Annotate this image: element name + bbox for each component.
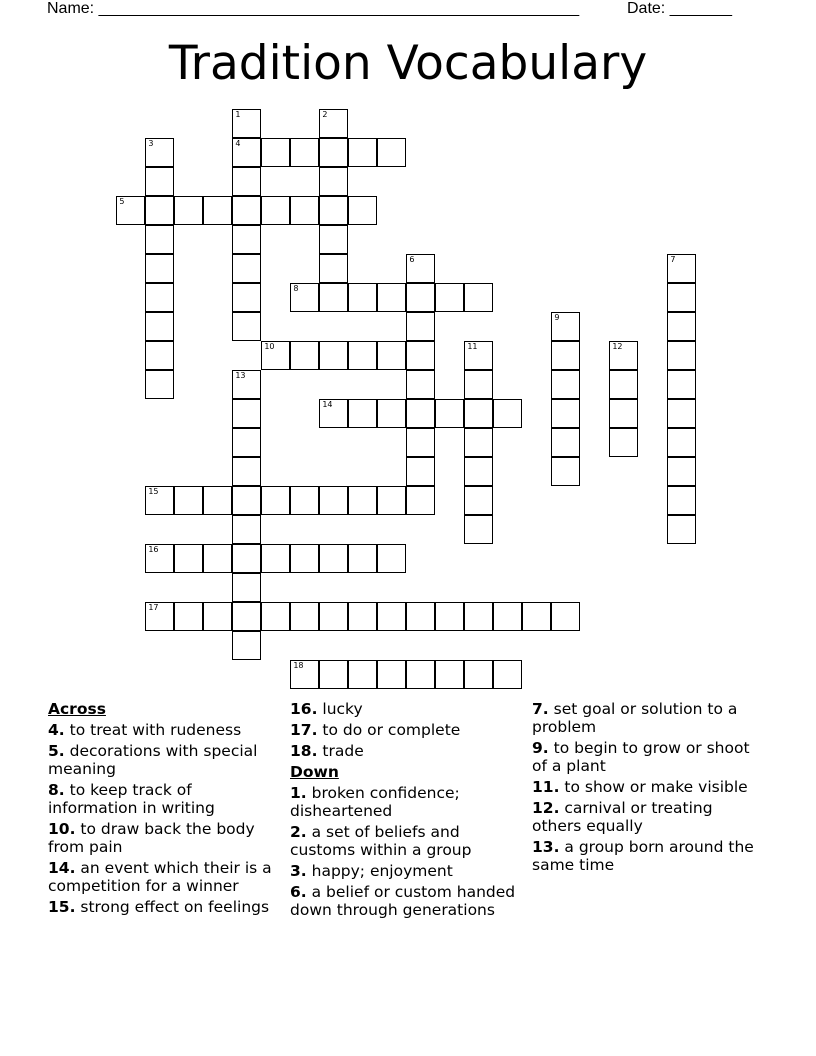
clue-text: decorations with special meaning	[48, 742, 258, 778]
grid-cell[interactable]	[551, 312, 580, 341]
grid-cell[interactable]	[232, 544, 261, 573]
grid-cell[interactable]	[406, 370, 435, 399]
grid-cell[interactable]	[145, 486, 174, 515]
clue-down-9	[532, 739, 762, 775]
grid-cell[interactable]	[145, 138, 174, 167]
clue-number: 2.	[290, 823, 307, 841]
grid-cell[interactable]	[551, 399, 580, 428]
clue-across-14	[48, 859, 278, 895]
clue-number: 7.	[532, 700, 549, 718]
grid-cell[interactable]	[232, 457, 261, 486]
clue-text: to draw back the body from pain	[48, 820, 255, 856]
grid-cell[interactable]	[406, 283, 435, 312]
grid-cell[interactable]	[377, 138, 406, 167]
grid-cell[interactable]	[319, 399, 348, 428]
grid-cell[interactable]	[377, 283, 406, 312]
grid-cell[interactable]	[493, 399, 522, 428]
grid-cell[interactable]	[609, 341, 638, 370]
grid-cell[interactable]	[551, 341, 580, 370]
page-title: Tradition Vocabulary	[168, 36, 648, 91]
clue-number-label: 10	[264, 342, 275, 352]
clue-number-label: 5	[119, 197, 125, 207]
grid-cell[interactable]	[203, 544, 232, 573]
clue-down-13	[532, 838, 762, 874]
grid-cell[interactable]	[319, 167, 348, 196]
grid-cell[interactable]	[174, 486, 203, 515]
clue-number: 3.	[290, 862, 307, 880]
grid-cell[interactable]	[406, 602, 435, 631]
grid-cell[interactable]	[203, 196, 232, 225]
clue-across-15	[48, 898, 278, 916]
grid-cell[interactable]	[232, 515, 261, 544]
clue-text: to do or complete	[322, 721, 461, 739]
grid-cell[interactable]	[667, 341, 696, 370]
clue-number: 16.	[290, 700, 318, 718]
clue-number-label: 8	[293, 284, 299, 294]
grid-cell[interactable]	[435, 399, 464, 428]
grid-cell[interactable]	[232, 428, 261, 457]
grid-cell[interactable]	[290, 486, 319, 515]
clue-text: strong effect on feelings	[80, 898, 270, 916]
grid-cell[interactable]	[145, 312, 174, 341]
down-heading: Down	[290, 763, 339, 781]
grid-cell[interactable]	[116, 196, 145, 225]
clue-number: 8.	[48, 781, 65, 799]
grid-cell[interactable]	[145, 341, 174, 370]
clue-number: 5.	[48, 742, 65, 760]
grid-cell[interactable]	[348, 341, 377, 370]
grid-cell[interactable]	[667, 312, 696, 341]
grid-cell[interactable]	[464, 370, 493, 399]
grid-cell[interactable]	[232, 225, 261, 254]
grid-cell[interactable]	[348, 486, 377, 515]
grid-cell[interactable]	[609, 428, 638, 457]
grid-cell[interactable]	[232, 167, 261, 196]
grid-cell[interactable]	[377, 602, 406, 631]
grid-cell[interactable]	[232, 283, 261, 312]
grid-cell[interactable]	[348, 138, 377, 167]
clue-number: 11.	[532, 778, 560, 796]
grid-cell[interactable]	[551, 457, 580, 486]
clue-number: 4.	[48, 721, 65, 739]
grid-cell[interactable]	[667, 399, 696, 428]
grid-cell[interactable]	[348, 196, 377, 225]
grid-cell[interactable]	[232, 486, 261, 515]
clue-number-label: 14	[322, 400, 333, 410]
clue-down-12	[532, 799, 762, 835]
clue-across-16	[290, 700, 520, 718]
grid-cell[interactable]	[348, 602, 377, 631]
grid-cell[interactable]	[464, 428, 493, 457]
grid-cell[interactable]	[319, 109, 348, 138]
grid-cell[interactable]	[667, 254, 696, 283]
clue-across-4	[48, 721, 278, 739]
clue-number-label: 9	[554, 313, 560, 323]
grid-cell[interactable]	[232, 631, 261, 660]
grid-cell[interactable]	[406, 660, 435, 689]
clue-across-8	[48, 781, 278, 817]
grid-cell[interactable]	[319, 486, 348, 515]
grid-cell[interactable]	[667, 515, 696, 544]
clue-number-label: 15	[148, 487, 159, 497]
grid-cell[interactable]	[261, 544, 290, 573]
grid-cell[interactable]	[406, 399, 435, 428]
clue-number: 1.	[290, 784, 307, 802]
grid-cell[interactable]	[377, 660, 406, 689]
grid-cell[interactable]	[406, 457, 435, 486]
grid-cell[interactable]	[609, 399, 638, 428]
grid-cell[interactable]	[261, 602, 290, 631]
grid-cell[interactable]	[232, 138, 261, 167]
clue-number-label: 1	[235, 110, 241, 120]
grid-cell[interactable]	[667, 283, 696, 312]
grid-cell[interactable]	[435, 660, 464, 689]
clue-text: a group born around the same time	[532, 838, 754, 874]
clue-number: 17.	[290, 721, 318, 739]
clue-text: a set of beliefs and customs within a group	[290, 823, 472, 859]
clue-number-label: 12	[612, 342, 623, 352]
grid-cell[interactable]	[319, 283, 348, 312]
grid-cell[interactable]	[232, 109, 261, 138]
clue-number: 6.	[290, 883, 307, 901]
clue-text: broken confidence; disheartened	[290, 784, 460, 820]
grid-cell[interactable]	[377, 341, 406, 370]
grid-cell[interactable]	[290, 544, 319, 573]
grid-cell[interactable]	[667, 457, 696, 486]
grid-cell[interactable]	[493, 602, 522, 631]
clues-column-3	[532, 700, 762, 877]
grid-cell[interactable]	[290, 660, 319, 689]
grid-cell[interactable]	[464, 660, 493, 689]
grid-cell[interactable]	[377, 544, 406, 573]
grid-cell[interactable]	[464, 486, 493, 515]
clue-number: 14.	[48, 859, 76, 877]
grid-cell[interactable]	[145, 544, 174, 573]
grid-cell[interactable]	[464, 399, 493, 428]
clue-text: set goal or solution to a problem	[532, 700, 738, 736]
clues-column-1	[48, 700, 278, 919]
clue-number-label: 16	[148, 545, 159, 555]
clues-column-2	[290, 700, 520, 922]
grid-cell[interactable]	[464, 515, 493, 544]
grid-cell[interactable]	[145, 283, 174, 312]
clue-across-18	[290, 742, 520, 760]
clue-text: to show or make visible	[564, 778, 748, 796]
grid-cell[interactable]	[319, 544, 348, 573]
grid-cell[interactable]	[145, 167, 174, 196]
clue-number-label: 2	[322, 110, 328, 120]
clue-number: 12.	[532, 799, 560, 817]
grid-cell[interactable]	[319, 138, 348, 167]
grid-cell[interactable]	[493, 660, 522, 689]
clue-across-17	[290, 721, 520, 739]
clue-down-11	[532, 778, 762, 796]
grid-cell[interactable]	[406, 312, 435, 341]
clue-text: a belief or custom handed down through generations	[290, 883, 516, 919]
grid-cell[interactable]	[377, 399, 406, 428]
clue-text: trade	[322, 742, 364, 760]
grid-cell[interactable]	[348, 660, 377, 689]
clue-down-2	[290, 823, 520, 859]
across-heading: Across	[48, 700, 106, 718]
clue-text: to treat with rudeness	[69, 721, 242, 739]
grid-cell[interactable]	[290, 341, 319, 370]
grid-cell[interactable]	[232, 254, 261, 283]
grid-cell[interactable]	[319, 225, 348, 254]
clue-number-label: 7	[670, 255, 676, 265]
grid-cell[interactable]	[319, 254, 348, 283]
grid-cell[interactable]	[406, 254, 435, 283]
grid-cell[interactable]	[290, 283, 319, 312]
grid-cell[interactable]	[406, 341, 435, 370]
grid-cell[interactable]	[145, 602, 174, 631]
grid-cell[interactable]	[174, 602, 203, 631]
grid-cell[interactable]	[203, 486, 232, 515]
grid-cell[interactable]	[203, 602, 232, 631]
grid-cell[interactable]	[348, 283, 377, 312]
grid-cell[interactable]	[464, 341, 493, 370]
grid-cell[interactable]	[551, 428, 580, 457]
clue-number-label: 6	[409, 255, 415, 265]
grid-cell[interactable]	[145, 225, 174, 254]
grid-cell[interactable]	[464, 602, 493, 631]
grid-cell[interactable]	[145, 254, 174, 283]
grid-cell[interactable]	[551, 602, 580, 631]
clue-text: happy; enjoyment	[311, 862, 453, 880]
grid-cell[interactable]	[435, 283, 464, 312]
grid-cell[interactable]	[261, 341, 290, 370]
grid-cell[interactable]	[290, 138, 319, 167]
grid-cell[interactable]	[319, 602, 348, 631]
grid-cell[interactable]	[145, 370, 174, 399]
clue-across-5	[48, 742, 278, 778]
clue-text: an event which their is a competition for a winner	[48, 859, 272, 895]
grid-cell[interactable]	[319, 341, 348, 370]
grid-cell[interactable]	[551, 370, 580, 399]
clue-text: to begin to grow or shoot of a plant	[532, 739, 750, 775]
grid-cell[interactable]	[232, 573, 261, 602]
clue-number: 10.	[48, 820, 76, 838]
grid-cell[interactable]	[464, 457, 493, 486]
clue-number-label: 3	[148, 139, 154, 149]
clue-number-label: 17	[148, 603, 159, 613]
grid-cell[interactable]	[609, 370, 638, 399]
grid-cell[interactable]	[406, 428, 435, 457]
grid-cell[interactable]	[348, 544, 377, 573]
grid-cell[interactable]	[261, 196, 290, 225]
grid-cell[interactable]	[464, 283, 493, 312]
grid-cell[interactable]	[232, 370, 261, 399]
clue-text: carnival or treating others equally	[532, 799, 713, 835]
clue-number: 9.	[532, 739, 549, 757]
grid-cell[interactable]	[232, 602, 261, 631]
grid-cell[interactable]	[348, 399, 377, 428]
clue-down-3	[290, 862, 520, 880]
grid-cell[interactable]	[667, 370, 696, 399]
grid-cell[interactable]	[290, 602, 319, 631]
grid-cell[interactable]	[174, 544, 203, 573]
grid-cell[interactable]	[232, 399, 261, 428]
grid-cell[interactable]	[667, 428, 696, 457]
grid-cell[interactable]	[261, 486, 290, 515]
grid-cell[interactable]	[261, 138, 290, 167]
grid-cell[interactable]	[667, 486, 696, 515]
date-field-label: Date: _______	[627, 0, 732, 17]
clue-across-10	[48, 820, 278, 856]
grid-cell[interactable]	[290, 196, 319, 225]
clue-down-6	[290, 883, 520, 919]
clue-text: lucky	[322, 700, 363, 718]
clue-number-label: 18	[293, 661, 304, 671]
grid-cell[interactable]	[232, 312, 261, 341]
clue-number: 18.	[290, 742, 318, 760]
clue-text: to keep track of information in writing	[48, 781, 215, 817]
clue-number-label: 13	[235, 371, 246, 381]
grid-cell[interactable]	[319, 196, 348, 225]
clue-number-label: 4	[235, 139, 241, 149]
clue-number: 13.	[532, 838, 560, 856]
grid-cell[interactable]	[174, 196, 203, 225]
clue-down-7	[532, 700, 762, 736]
clue-down-1	[290, 784, 520, 820]
name-field-label: Name: ______________________________________________________	[47, 0, 580, 17]
grid-cell[interactable]	[319, 660, 348, 689]
grid-cell[interactable]	[406, 486, 435, 515]
grid-cell[interactable]	[522, 602, 551, 631]
grid-cell[interactable]	[232, 196, 261, 225]
clue-number-label: 11	[467, 342, 478, 352]
grid-cell[interactable]	[377, 486, 406, 515]
grid-cell[interactable]	[435, 602, 464, 631]
clue-number: 15.	[48, 898, 76, 916]
grid-cell[interactable]	[145, 196, 174, 225]
